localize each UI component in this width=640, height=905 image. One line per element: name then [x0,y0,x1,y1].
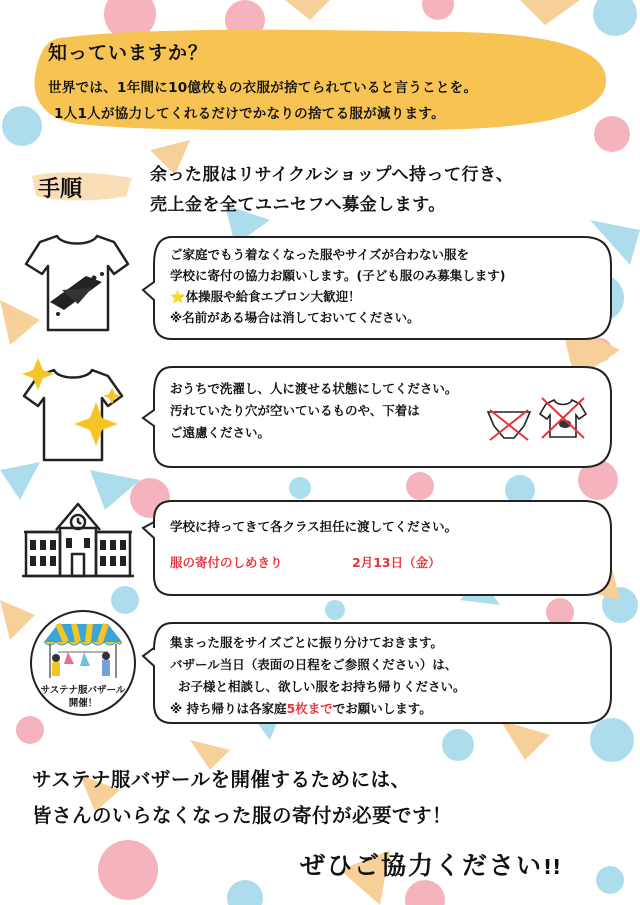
closing-line-1: サステナ服バザールを開催するためには、 [32,768,411,791]
bazaar-badge-line-2: 開催！ [68,698,98,709]
step1-line-4: ※名前がある場合は消しておいてください。 [170,310,420,325]
deadline-label: 服の寄付のしめきり [170,555,283,570]
clean-sparkle-tshirt-icon [16,356,128,468]
intro-line-2: 1人1人が協力してくれるだけでかなりの捨てる服が減ります。 [54,106,445,122]
steps-label: 手順 [38,177,83,202]
cta-main: ぜひご協力ください [300,851,544,880]
limit-highlight: 5枚まで [286,701,333,716]
step1-line-1: ご家庭でもう着なくなった服やサイズが合わない服を [170,247,470,262]
step1-line-2: 学校に寄付の協力お願いします。(子ども服のみ募集します) [170,268,506,283]
step4-line-1: 集まった服をサイズごとに振り分けておきます。 [170,635,444,650]
step4-line-4: ※ 持ち帰りは各家庭5枚まででお願いします。 [170,701,432,716]
no-damaged-shirt-icon [538,394,588,440]
bazaar-badge-line-1: サステナ服バザール [40,685,126,696]
step3-line-1: 学校に持ってきて各クラス担任に渡してください。 [170,519,458,534]
steps-desc-line-2: 売上金を全てユニセフへ募金します。 [150,195,446,215]
intro-title: 知っていますか？ [48,42,209,64]
star-icon: ⭐ [170,289,186,304]
no-underwear-icon [486,408,532,442]
step4-line-3: お子様と相談し、欲しい服をお持ち帰りください。 [178,679,466,694]
call-to-action [300,846,561,882]
stained-tshirt-icon [22,230,132,335]
cta-end: !! [543,855,562,879]
step2-line-3: ご遠慮ください。 [170,425,271,440]
step1-line-3: ⭐体操服や給食エプロン大歓迎！ [170,289,361,304]
steps-desc-line-1: 余った服はリサイクルショップへ持って行き、 [150,165,514,185]
school-building-icon [20,494,136,578]
step2-line-1: おうちで洗濯し、人に渡せる状態にしてください。 [170,381,458,396]
step4-line-2: バザール当日（表面の日程をご参照ください）は、 [170,657,458,672]
closing-line-2: 皆さんのいらなくなった服の寄付が必要です！ [32,804,453,827]
bazaar-badge [30,684,136,710]
step3-speech-bubble [140,498,614,598]
deadline-date: 2月13日（金） [352,555,441,570]
intro-line-1: 世界では、1年間に10億枚もの衣服が捨てられていると言うことを。 [48,80,478,96]
step2-line-2: 汚れていたり穴が空いているものや、下着は [170,403,420,418]
